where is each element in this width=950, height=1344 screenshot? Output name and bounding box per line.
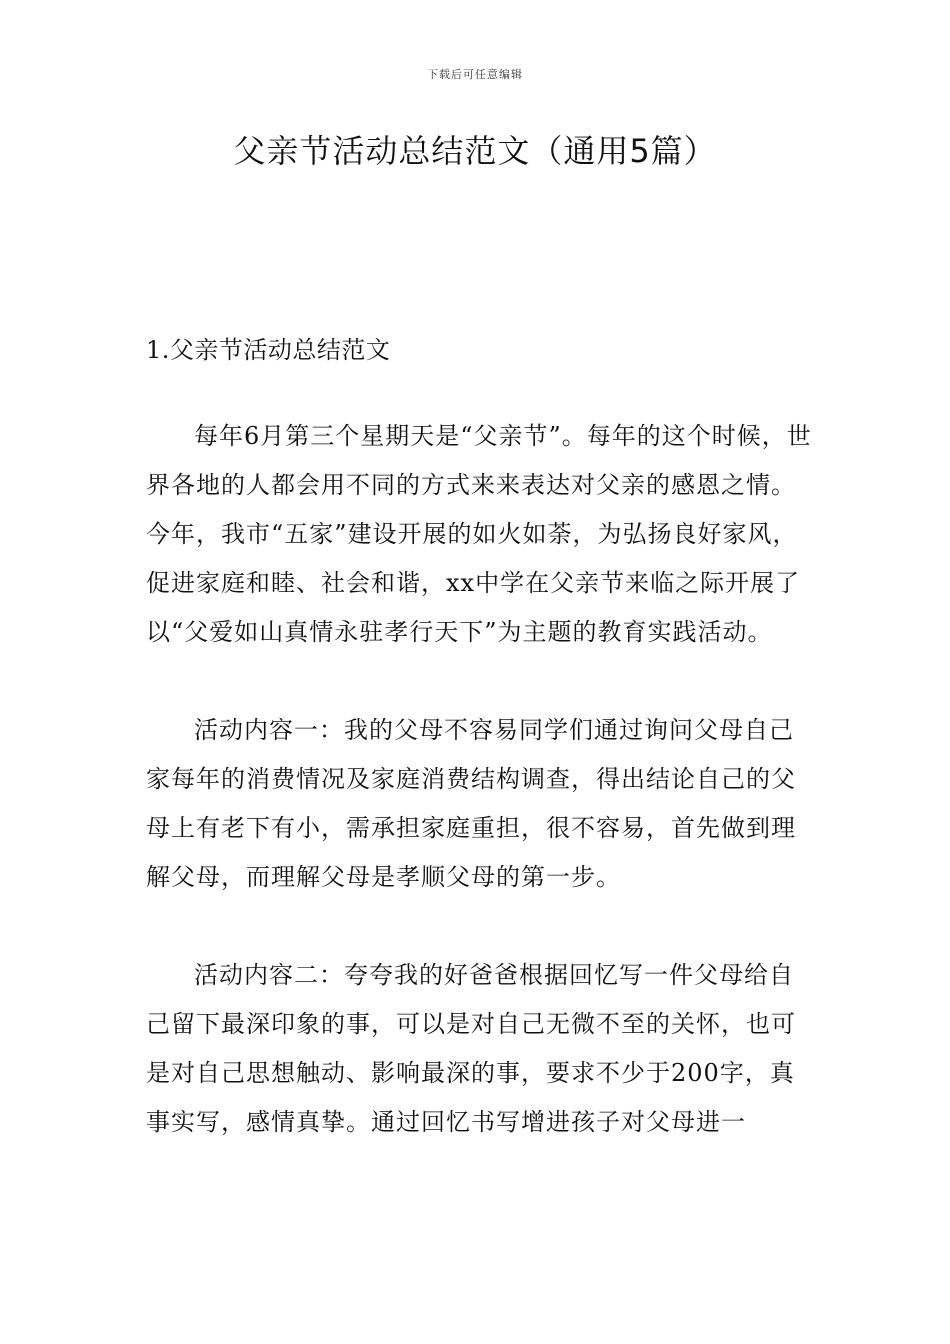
header-note: 下载后可任意编辑 — [427, 68, 523, 81]
paragraph-activity-two: 活动内容二：夸夸我的好爸爸根据回忆写一件父母给自己留下最深印象的事，可以是对自己无微不至的关怀，也可是对自己思想触动、影响最深的事，要求不少于200字，真事实写，感情真挚。通过回忆书写增进孩子对父母进一 — [146, 961, 796, 1136]
section-heading: 1.父亲节活动总结范文 — [146, 336, 391, 364]
document-title: 父亲节活动总结范文（通用5篇） — [233, 132, 717, 170]
paragraph-intro: 每年6月第三个星期天是“父亲节”。每年的这个时候，世界各地的人都会用不同的方式来来表达对父亲的感恩之情。今年，我市“五家”建设开展的如火如荼，为弘扬良好家风，促进家庭和睦、社会和谐，xx中学在父亲节来临之际开展了以“父爱如山真情永驻孝行天下”为主题的教育实践活动。 — [146, 422, 812, 646]
paragraph-activity-one: 活动内容一：我的父母不容易同学们通过询问父母自己家每年的消费情况及家庭消费结构调查，得出结论自己的父母上有老下有小，需承担家庭重担，很不容易，首先做到理解父母，而理解父母是孝顺父母的第一步。 — [146, 716, 796, 891]
document-body — [146, 330, 818, 1196]
